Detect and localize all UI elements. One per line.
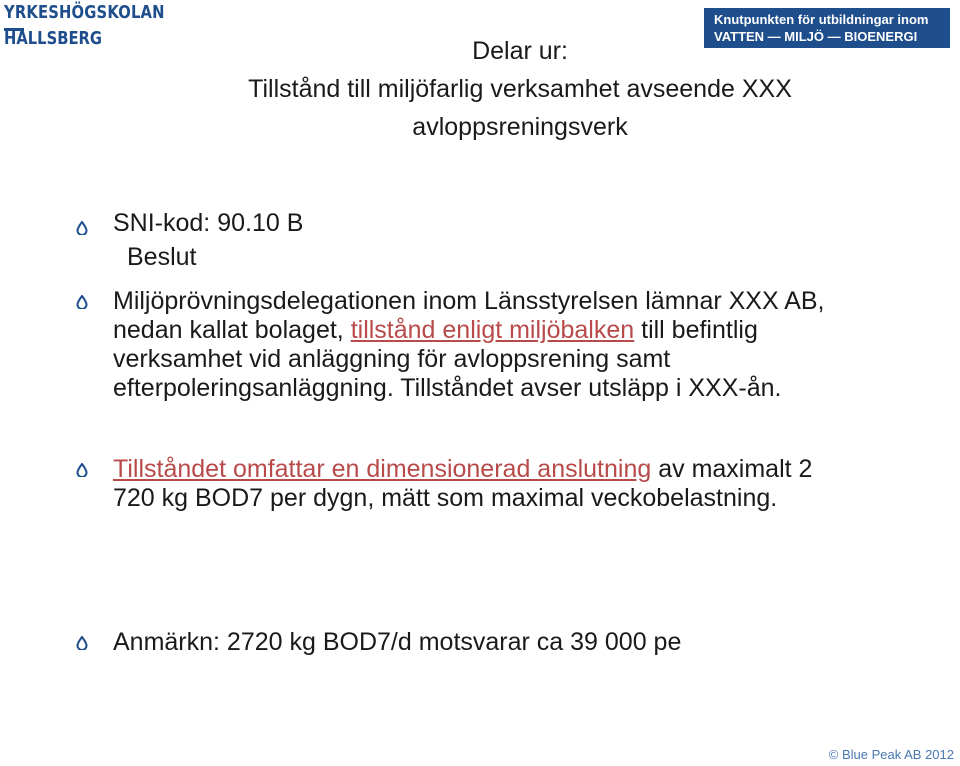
logo-line2: HALLSBERG (4, 28, 103, 49)
water-drop-icon (76, 295, 88, 309)
logo-line1: YRKESHÖGSKOLAN (4, 2, 165, 23)
water-drop-icon (76, 463, 88, 477)
sni-code-text: SNI-kod: 90.10 B (113, 209, 304, 237)
slide-title-line1: Delar ur: (472, 37, 568, 65)
banner-line1: Knutpunkten för utbildningar inom (714, 12, 929, 27)
scope-text: av maximalt 2 720 kg BOD7 per dygn, mätt som maximal veckobelastning. (113, 455, 813, 512)
water-drop-icon (76, 636, 88, 650)
delegation-text-end: till befintlig verksamhet vid anläggning för avloppsrening samt efterpoleringsanläggning. Tillståndet avser utsläpp i XXX-ån. (113, 316, 782, 402)
scope-paragraph (113, 455, 833, 513)
delegation-text-start: Miljöprövningsdelegationen inom Länsstyrelsen lämnar XXX AB, nedan kallat bolaget, (113, 287, 825, 344)
banner-line2: VATTEN — MILJÖ — BIOENERGI (714, 29, 918, 44)
decision-label: Beslut (127, 243, 197, 271)
delegation-paragraph (113, 287, 883, 403)
scope-link[interactable]: Tillståndet omfattar en dimensionerad anslutning (113, 455, 652, 483)
slide-title-line2: Tillstånd till miljöfarlig verksamhet avseende XXX (248, 75, 792, 103)
water-drop-icon (76, 221, 88, 235)
copyright-footer: © Blue Peak AB 2012 (828, 747, 954, 762)
permit-link[interactable]: tillstånd enligt miljöbalken (350, 316, 635, 344)
note-paragraph: Anmärkn: 2720 kg BOD7/d motsvarar ca 39 000 pe (113, 628, 682, 656)
sni-code (113, 209, 873, 272)
slide-title-line3: avloppsreningsverk (412, 113, 628, 141)
